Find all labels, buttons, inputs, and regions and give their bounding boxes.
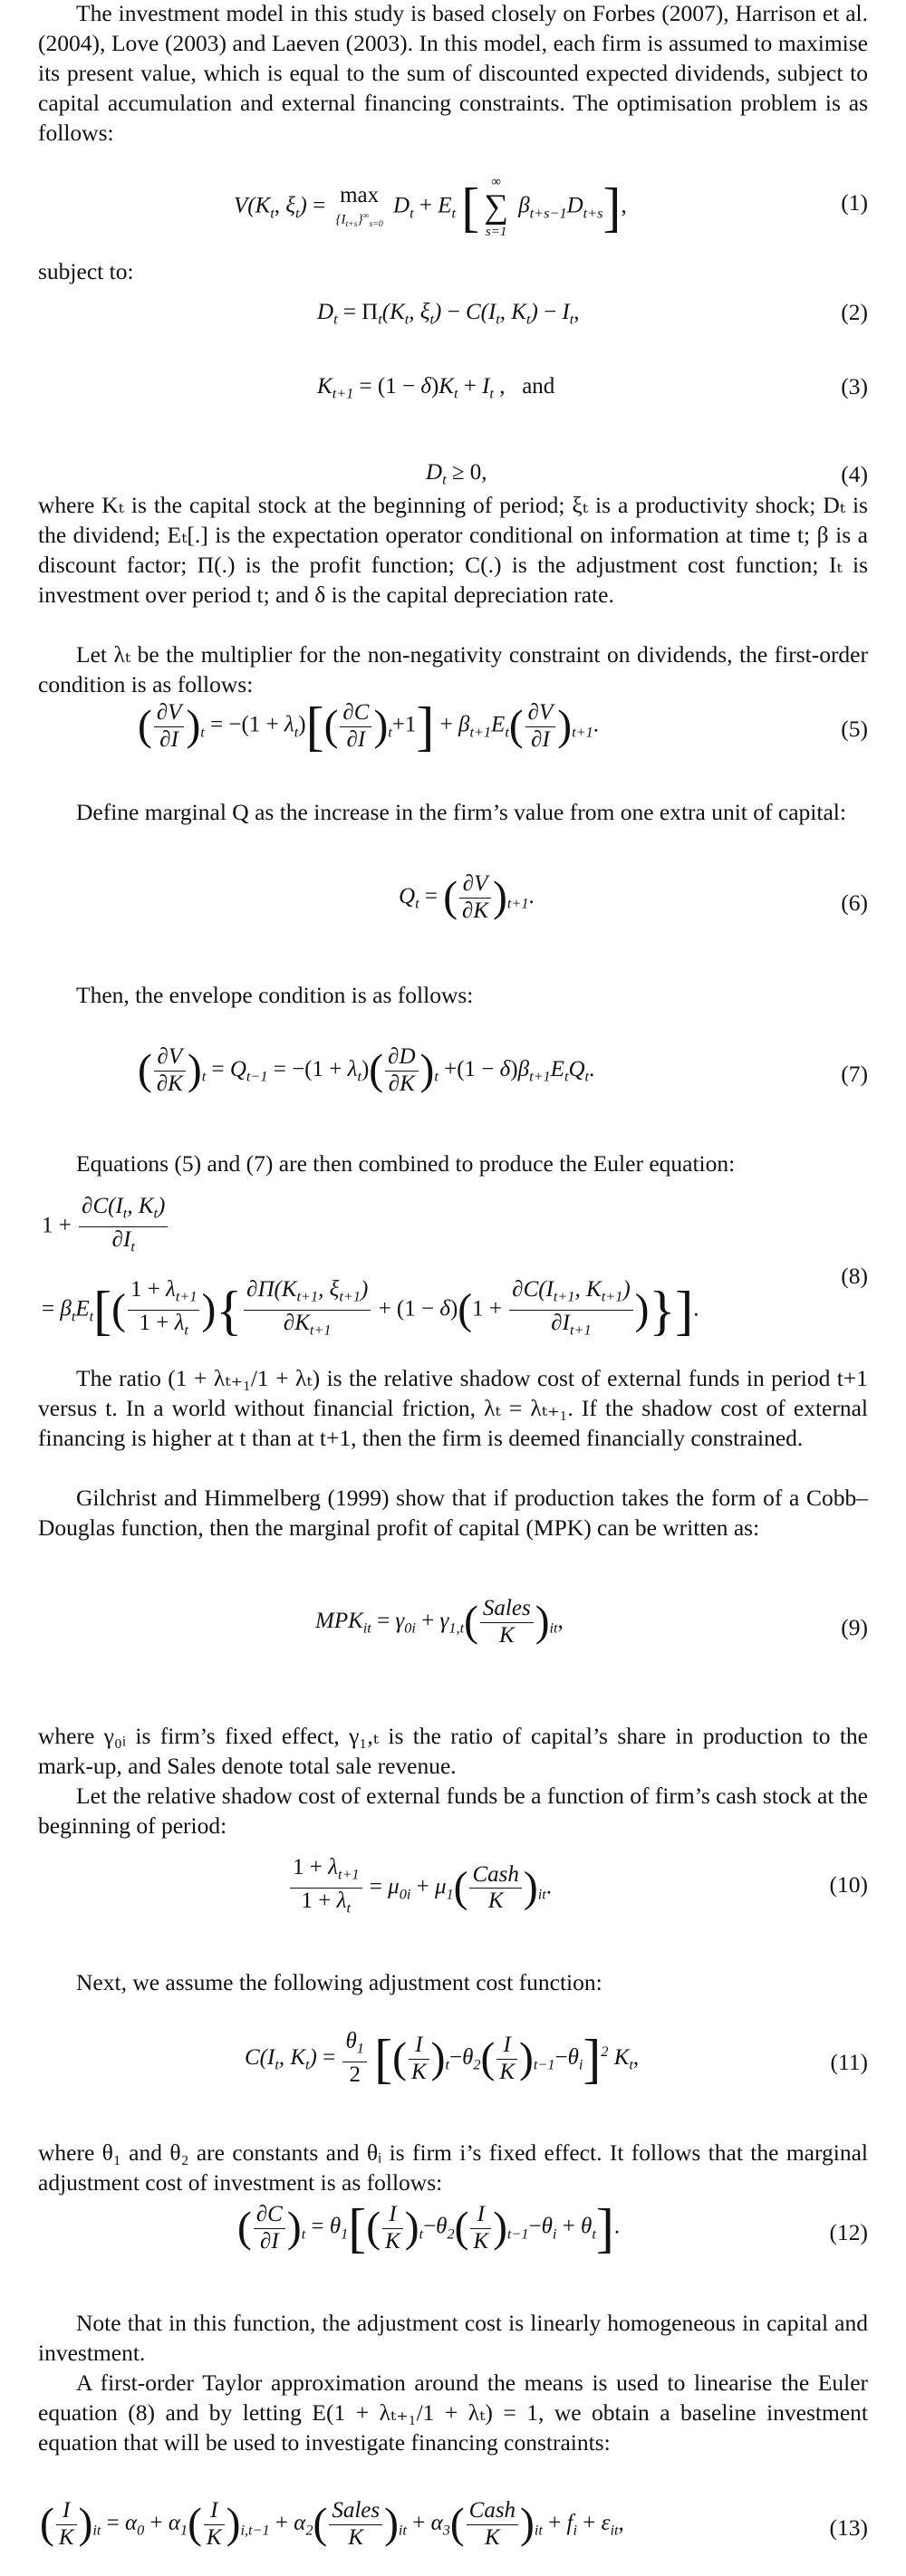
equation-12: ( $\frac{\partial C}{\partial I}$ )$_t = \theta_1$[( $\frac{I}{K}$ )$_t-\theta_2$( $\frac{I}{K}$ )$_{t-1}-\theta_i + \theta_t$].: [237, 2198, 621, 2258]
gilchrist-paragraph: Gilchrist and Himmelberg (1999) show that if production takes the form of a Cobb–Douglas function, then the marginal profit of capital (MPK) can be written as:: [38, 1485, 868, 1541]
equation-9: $MPK_{it} = \gamma_{0i} + \gamma_{1,t}$( $\frac{\text{Sales}}{K}$ )$_{it}$,: [315, 1596, 564, 1648]
equation-number-13: (13): [829, 2514, 868, 2541]
subject-to-label: subject to:: [38, 258, 134, 284]
equation-10: $\frac{1 + \lambda_{t+1}}{1 + \lambda_t}$ = $\mu_{0i} + \mu_1$( $\frac{\text{Cash}}{K}$ )$_{it}$.: [288, 1855, 552, 1922]
equation-number-5: (5): [841, 716, 868, 742]
equation-1: $V(K_t$, $\xi_t$) = max $\{I_{t+s}\}^\infty_{s=0}$ $D_t + E_t$ [ ∞ ∑ s=1 $\beta_{t+s-1}D_{t+s}$],: [234, 175, 627, 239]
equation-number-6: (6): [841, 889, 868, 916]
euler-intro-paragraph: Equations (5) and (7) are then combined to produce the Euler equation:: [76, 1150, 736, 1177]
envelope-paragraph: Then, the envelope condition is as follows:: [76, 982, 474, 1008]
equation-11: $C(I_t$, $K_t$) = $\frac{\theta_1}{2}$ [( $\frac{I}{K}$ )$_t-\theta_2$( $\frac{I}{K}$ )$_{t-1}-\theta_i]^2$ $K_t$,: [245, 2029, 640, 2090]
equation-number-3: (3): [841, 373, 868, 399]
equation-number-4: (4): [841, 461, 868, 487]
equation-number-9: (9): [841, 1614, 868, 1640]
equation-3: $K_{t+1} = (1 - \delta)K_t + I_t$ , and: [317, 374, 555, 402]
equation-2: $D_t = \Pi_t(K_t$, $\xi_t) - C(I_t$, $K_t) - I_t$,: [317, 300, 580, 328]
equation-number-7: (7): [841, 1061, 868, 1087]
equation-5: ( $\frac{\partial V}{\partial I}$ )$_t = -(1 + \lambda_t)$[( $\frac{\partial C}{\partial I}$ )$_t+1] + \beta_{t+1}E_t$( $\frac{\partial V}{\partial I}$ )$_{t+1}$.: [138, 697, 599, 756]
theta-definitions-paragraph: where θ₁ and θ₂ are constants and θᵢ is firm i’s fixed effect. It follows that the marginal adjustment cost of investment is as follows:: [38, 2139, 868, 2196]
definitions-paragraph: where Kₜ is the capital stock at the beginning of period; ξₜ is a productivity shock; Dₜ is the dividend; Eₜ[.] is the expectation operator conditional on information at time t; β is a discount factor; Π(.) is the profit function; C(.) is the adjustment cost function; Iₜ is investment over period t; and δ is the capital depreciation rate.: [38, 492, 868, 608]
note-paragraph: Note that in this function, the adjustment cost is linearly homogeneous in capital and investment.: [38, 2310, 868, 2366]
multiplier-paragraph: Let λₜ be the multiplier for the non-negativity constraint on dividends, the first-order condition is as follows:: [38, 641, 868, 697]
equation-number-10: (10): [829, 1871, 868, 1898]
taylor-paragraph: A first-order Taylor approximation around the means is used to linearise the Euler equation (8) and by letting E(1 + λₜ₊₁/1 + λₜ) = 1, we obtain a baseline investment equation that will be used to investigate financing constraints:: [38, 2369, 868, 2456]
equation-number-8: (8): [841, 1263, 868, 1289]
ratio-paragraph: The ratio (1 + λₜ₊₁/1 + λₜ) is the relative shadow cost of external funds in period t+1 versus t. In a world without financial friction, λₜ = λₜ₊₁. If the shadow cost of external financing is higher at t than at t+1, then the firm is deemed financially constrained.: [38, 1365, 868, 1451]
shadow-cost-paragraph: Let the relative shadow cost of external funds be a function of firm’s cash stock at the beginning of period:: [38, 1783, 868, 1839]
define-q-paragraph: Define marginal Q as the increase in the firm’s value from one extra unit of capital:: [76, 799, 846, 825]
equation-number-2: (2): [841, 299, 868, 325]
adjustment-intro-paragraph: Next, we assume the following adjustment cost function:: [76, 1969, 602, 1995]
equation-13: ( $\frac{I}{K}$ )$_{it} = \alpha_0 + \alpha_1$( $\frac{I}{K}$ )$_{i,t-1} + \alpha_2$( $\frac{\text{Sales}}{K}$ )$_{it} + \alpha_3$( $\frac{\text{Cash}}{K}$ )$_{it} + f_i + \varepsilon_{it}$,: [40, 2498, 624, 2550]
equation-4: $D_t \ge 0$,: [426, 460, 487, 488]
equation-number-12: (12): [829, 2219, 868, 2245]
equation-6: $Q_t$ = ( $\frac{\partial V}{\partial K}$ )$_{t+1}$.: [399, 871, 535, 923]
intro-paragraph: The investment model in this study is based closely on Forbes (2007), Harrison et al. (2004), Love (2003) and Laeven (2003). In this model, each firm is assumed to maximise its present value, which is equal to the sum of discounted expected dividends, subject to capital accumulation and external financing constraints. The optimisation problem is as follows:: [38, 0, 868, 146]
equation-7: ( $\frac{\partial V}{\partial K}$ )$_t = Q_{t-1} = -(1 + \lambda_t)$( $\frac{\partial D}{\partial K}$ )$_t +(1 - \delta)\beta_{t+1}E_tQ_t$.: [138, 1044, 595, 1096]
equation-number-1: (1): [841, 189, 868, 216]
gamma-definitions-paragraph: where γ₀ᵢ is firm’s fixed effect, γ₁,ₜ is the ratio of capital’s share in production to the mark-up, and Sales denote total sale revenue.: [38, 1723, 868, 1779]
equation-8-line-2: = $\beta_tE_t$[( $\frac{1 + \lambda_{t+1}}{1 + \lambda_t}$ ){ $\frac{\partial\Pi(K_{t+1}, \xi_{t+1})}{\partial K_{t+1}}$ + (1 − δ)(1 + $\frac{\partial C(I_{t+1}, K_{t+1})}{\partial I_{t+1}}$ )}].: [42, 1277, 699, 1341]
equation-8-line-1: 1 + $\frac{\partial C(I_t, K_t)}{\partial I_t}$: [42, 1194, 169, 1261]
equation-number-11: (11): [830, 2049, 868, 2075]
and-word: and: [522, 374, 555, 399]
